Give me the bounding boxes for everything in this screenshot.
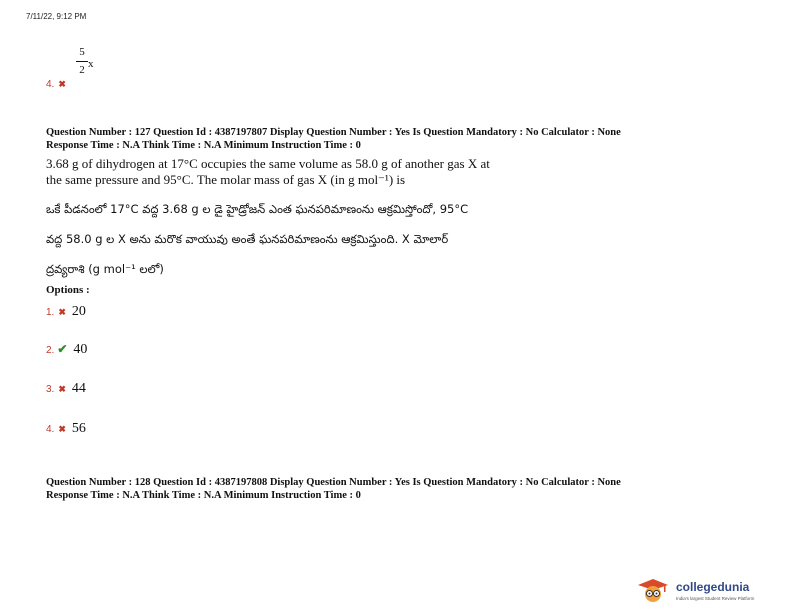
cross-icon: ✖ [58,79,66,89]
fraction-numerator: 5 [79,46,85,58]
option-label [46,74,66,92]
cross-icon: ✖ [58,307,66,317]
option-value: 40 [73,342,88,357]
question-text-line-2: the same pressure and 95°C. The molar mass of gas X (in g mol⁻¹) is [46,172,406,187]
fraction-denominator: 2 [79,64,85,76]
option-2 [46,340,87,360]
option-number: 4. [46,79,55,90]
logo-tagline: India's largest Student Review Platform [676,596,755,601]
fraction-variable: x [88,58,94,70]
option-number: 4. [46,424,55,435]
graduate-mascot-icon [634,579,672,603]
option-number: 2. [46,345,55,356]
fraction [76,46,88,77]
question-127-telugu-line-1: ఒకే పీడనంలో 17°C వద్ద 3.68 g ల డై హైడ్రోజన్ ఎంత ఘనపరిమాణంను ఆక్రమిస్తోందో, 95°C [46,202,469,216]
question-127-text [46,156,490,188]
cross-icon: ✖ [58,384,66,394]
option-number: 3. [46,384,55,395]
cross-icon: ✖ [58,424,66,434]
question-text-line-1: 3.68 g of dihydrogen at 17°C occupies the same volume as 58.0 g of another gas X at [46,156,490,171]
options-heading: Options : [46,284,90,296]
meta-line-2: Response Time : N.A Think Time : N.A Minimum Instruction Time : 0 [46,140,361,151]
option-4 [46,419,86,439]
previous-question-option-4 [46,46,166,88]
option-value: 20 [71,304,86,319]
meta-line-1: Question Number : 128 Question Id : 4387197808 Display Question Number : Yes Is Question Mandatory : No Calculator : None [46,477,621,488]
meta-line-2: Response Time : N.A Think Time : N.A Minimum Instruction Time : 0 [46,490,361,501]
option-value: 44 [71,381,86,396]
option-1 [46,302,86,322]
option-value: 56 [71,421,86,436]
print-timestamp: 7/11/22, 9:12 PM [26,12,87,21]
fraction-bar [76,61,88,62]
collegedunia-logo [634,577,786,605]
checkmark-icon: ✔ [57,342,68,356]
option-number: 1. [46,307,55,318]
question-127-telugu-line-3: ద్రవ్యరాశి (g mol⁻¹ లలో) [46,262,164,276]
question-127-meta [46,126,621,152]
meta-line-1: Question Number : 127 Question Id : 4387197807 Display Question Number : Yes Is Question Mandatory : No Calculator : None [46,127,621,138]
option-3 [46,379,86,399]
question-128-meta [46,476,621,502]
question-127-telugu-line-2: వద్ద 58.0 g ల X అను మరొక వాయువు అంతే ఘనపరిమాణంను ఆక్రమిస్తుంది. X మోలార్ [46,232,449,246]
logo-name: collegedunia [676,580,750,594]
